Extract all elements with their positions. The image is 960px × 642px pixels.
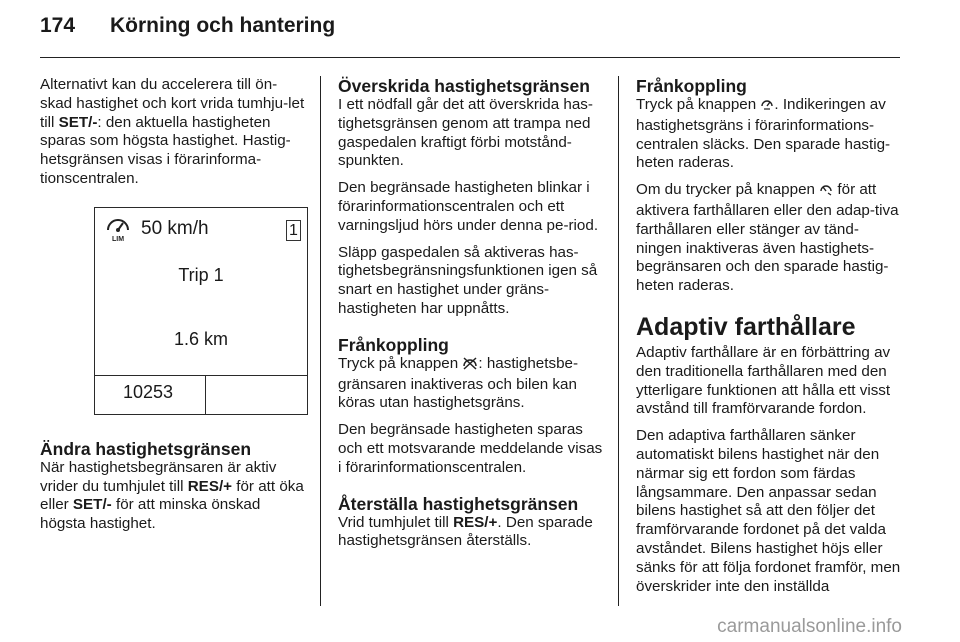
intro-paragraph: Alternativt kan du accelerera till ön-skad hastighet och kort vrida tumhju-let till SET/-: den aktuella hastigheten sparas som högsta hastighet. Hastig-hetsgränsen visas i förarinforma-tionscentralen. xyxy=(40,76,305,187)
speed-limiter-icon xyxy=(760,97,774,117)
limit-speed: 50 km/h xyxy=(141,217,209,239)
section-heading: Ändra hastighetsgränsen xyxy=(40,438,252,459)
page-tab: 1 xyxy=(286,220,301,241)
paragraph: Den adaptiva farthållaren sänker automatiskt bilens hastighet när den närmar sig ett fordon som färdas långsammare. Den anpassar sedan bilens hastighet så att den följer det framförvarande fordonet på det valda avståndet. Bilens hastighet höjs eller sänks för att följa fordonet framför, men överskrider inte den inställda xyxy=(636,427,901,595)
andra-paragraph: När hastighetsbegränsaren är aktiv vrider du tumhjulet till RES/+ för att öka eller SET/- för att minska önskad högsta hastighet. xyxy=(40,458,304,533)
cruise-control-icon xyxy=(819,182,833,202)
column-divider xyxy=(618,76,619,606)
paragraph: Adaptiv farthållare är en förbättring av den traditionella farthållaren med den ytterligare funktionen att hålla ett visst avstånd till framförvarande fordon. xyxy=(636,343,891,418)
paragraph: I ett nödfall går det att överskrida has-tighetsgränsen genom att trampa ned gaspedalen kraftigt förbi motstånd-spunkten. xyxy=(338,96,593,170)
column-divider xyxy=(320,76,321,606)
info-display-illustration xyxy=(94,207,308,415)
speed-limiter-icon xyxy=(103,217,133,249)
paragraph: Släpp gaspedalen så aktiveras has-tighetsbegränsningsfunktionen igen så snart en hastighet under gräns-hastigheten har uppnåtts. xyxy=(338,243,598,317)
limiter-off-icon xyxy=(462,356,478,376)
section-heading: Frånkoppling xyxy=(338,334,449,355)
paragraph: Den begränsade hastigheten blinkar i förarinformationscentralen och ett varningsljud hörs under denna pe-riod. xyxy=(338,179,599,234)
column-2 xyxy=(338,76,603,559)
column-1 xyxy=(40,76,305,542)
page-header xyxy=(40,14,335,38)
section-heading: Överskrida hastighetsgränsen xyxy=(338,76,590,96)
header-rule xyxy=(40,57,900,58)
chapter-title: Körning och hantering xyxy=(110,14,336,37)
section-heading: Återställa hastighetsgränsen xyxy=(338,493,579,514)
paragraph: Tryck på knappen : hastighetsbe-gränsaren inaktiveras och bilen kan köras utan hastighetsgräns. xyxy=(338,354,579,412)
paragraph: Om du trycker på knappen för att aktivera farthållaren eller den adap-tiva farthållaren eller stänger av tänd-ningen inaktiveras även hastighets-begränsaren och den sparade hastig-heten raderas. xyxy=(636,181,899,295)
column-3 xyxy=(636,76,902,604)
section-heading: Frånkoppling xyxy=(636,76,747,96)
page-number: 174 xyxy=(40,14,76,37)
paragraph: Vrid tumhjulet till RES/+. Den sparade hastighetsgränsen återställs. xyxy=(338,513,593,550)
svg-text:LIM: LIM xyxy=(111,235,125,243)
paragraph: Den begränsade hastigheten sparas och ett motsvarande meddelande visas i förarinformationscentralen. xyxy=(338,421,603,476)
trip-distance: 1.6 km xyxy=(173,328,229,349)
display-bottom-bar xyxy=(95,375,307,414)
watermark: carmanualsonline.info xyxy=(717,616,902,637)
odometer: 10253 xyxy=(123,381,174,402)
paragraph: Tryck på knappen . Indikeringen av hastighetsgräns i förarinformations-centralen släcks. Den sparade hastig-heten raderas. xyxy=(636,96,891,172)
trip-label: Trip 1 xyxy=(178,264,224,285)
main-heading: Adaptiv farthållare xyxy=(636,312,856,341)
